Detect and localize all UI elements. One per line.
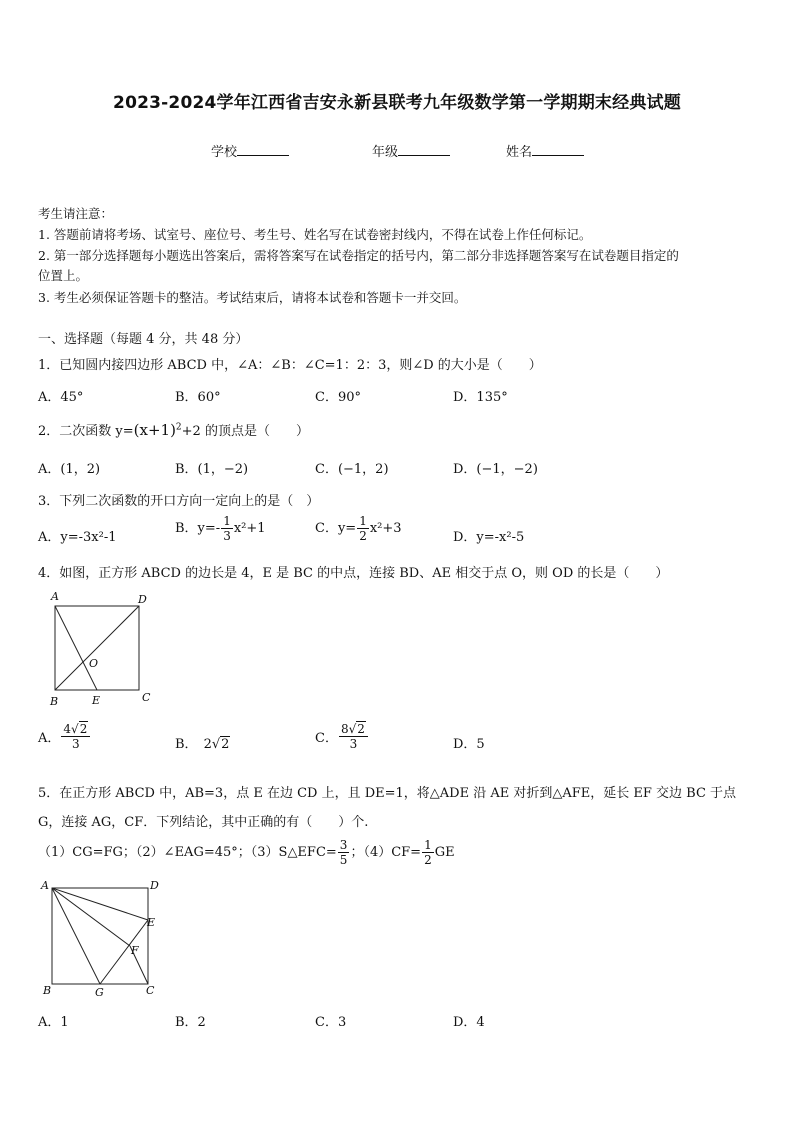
fraction-denominator: 3 bbox=[349, 737, 358, 751]
q5-label-e: E bbox=[147, 916, 156, 929]
q4-label-d: D bbox=[138, 593, 147, 606]
school-field[interactable] bbox=[211, 141, 289, 160]
q3-stem: 3．下列二次函数的开口方向一定向上的是（ ） bbox=[38, 494, 320, 509]
q5-conclusion-4-pre: ；（4）CF= bbox=[350, 845, 422, 860]
fraction-numerator: 3 bbox=[339, 838, 348, 852]
fraction-denominator: 3 bbox=[223, 529, 231, 543]
q5-segment-af bbox=[52, 888, 130, 946]
q3-option-b-fraction bbox=[221, 514, 233, 543]
q5-conclusion-4-post: GE bbox=[434, 845, 455, 860]
q5-option-a[interactable]: A．1 bbox=[38, 1015, 69, 1030]
q1-stem: 1．已知圆内接四边形 ABCD 中，∠A：∠B：∠C=1：2：3，则∠D 的大小是（ ） bbox=[38, 358, 542, 373]
q2-stem-pre: 2．二次函数 y= bbox=[38, 424, 134, 439]
q5-label-c: C bbox=[146, 984, 155, 997]
q4-option-a-label: A． bbox=[38, 731, 61, 746]
q1-option-c[interactable]: C．90° bbox=[315, 390, 361, 405]
grade-label: 年级 bbox=[372, 145, 399, 160]
notice-item-1: 1. 答题前请将考场、试室号、座位号、考生号、姓名写在试卷密封线内，不得在试卷上作任何标记。 bbox=[38, 227, 592, 242]
notice-heading: 考生请注意： bbox=[38, 206, 114, 221]
q4-segment-ae bbox=[55, 606, 97, 690]
q4-label-o: O bbox=[89, 657, 99, 670]
q4-label-a: A bbox=[51, 590, 59, 603]
q4-option-d[interactable]: D．5 bbox=[453, 737, 485, 752]
q3-option-b-pre: B．y=- bbox=[175, 521, 221, 536]
radicand: 2 bbox=[79, 722, 88, 736]
q4-stem: 4．如图，正方形 ABCD 的边长是 4，E 是 BC 的中点，连接 BD、AE 相交于点 O，则 OD 的长是（ ） bbox=[38, 566, 669, 581]
q1-option-a[interactable]: A．45° bbox=[38, 390, 84, 405]
page-title: 2023-2024学年江西省吉安永新县联考九年级数学第一学期期末经典试题 bbox=[113, 93, 681, 113]
name-blank[interactable] bbox=[532, 143, 584, 156]
q5-conclusions bbox=[38, 838, 455, 867]
q3-option-c-post: x²+3 bbox=[369, 521, 402, 536]
q5-label-a: A bbox=[41, 879, 49, 892]
q4-diagram bbox=[45, 588, 160, 710]
q2-stem-post: +2 的顶点是（ ） bbox=[181, 424, 309, 439]
q2-option-b[interactable]: B．(1，−2) bbox=[175, 462, 249, 477]
q3-option-c-fraction bbox=[357, 514, 369, 543]
q4-label-c: C bbox=[142, 691, 151, 704]
q3-option-d[interactable]: D．y=-x²-5 bbox=[453, 530, 525, 545]
school-blank[interactable] bbox=[237, 143, 289, 156]
q4-option-a-fraction: $\frac{4√2}{3}$ bbox=[61, 722, 90, 751]
fraction-numerator: 1 bbox=[223, 514, 231, 528]
radicand: 2 bbox=[221, 737, 230, 752]
q5-label-b: B bbox=[43, 984, 52, 997]
q4-option-c-label: C． bbox=[315, 731, 338, 746]
radical-coefficient: 8 bbox=[340, 722, 349, 736]
q5-conclusion-4-fraction bbox=[422, 838, 434, 867]
q4-option-c-fraction: $\frac{8√2}{3}$ bbox=[339, 722, 368, 751]
q2-option-a[interactable]: A．(1，2) bbox=[38, 462, 101, 477]
q2-exponent: 2 bbox=[175, 422, 182, 433]
fraction-denominator: 2 bbox=[359, 529, 367, 543]
grade-blank[interactable] bbox=[398, 143, 450, 156]
section-heading: 一、选择题（每题 4 分，共 48 分） bbox=[38, 332, 249, 347]
q2-expr: (x+1) bbox=[133, 421, 176, 439]
q2-option-c[interactable]: C．(−1，2) bbox=[315, 462, 389, 477]
fraction-numerator: 1 bbox=[424, 838, 432, 852]
notice-item-3: 3. 考生必须保证答题卡的整洁。考试结束后，请将本试卷和答题卡一并交回。 bbox=[38, 290, 467, 305]
radical-coefficient: 4 bbox=[63, 722, 72, 736]
q3-option-a[interactable]: A．y=-3x²-1 bbox=[38, 530, 117, 545]
q1-option-d[interactable]: D．135° bbox=[453, 390, 508, 405]
fraction-denominator: 3 bbox=[72, 737, 80, 751]
q5-option-c[interactable]: C．3 bbox=[315, 1015, 347, 1030]
q5-option-d[interactable]: D．4 bbox=[453, 1015, 485, 1030]
q5-diagram bbox=[36, 876, 166, 998]
q5-square bbox=[52, 888, 148, 984]
q5-segment-ag bbox=[52, 888, 100, 984]
radicand: 2 bbox=[357, 722, 365, 736]
name-field[interactable] bbox=[506, 141, 584, 160]
q5-stem-line1: 5．在正方形 ABCD 中，AB=3，点 E 在边 CD 上，且 DE=1，将△ADE 沿 AE 对折到△AFE，延长 EF 交边 BC 于点 bbox=[38, 786, 737, 801]
fraction-numerator: 1 bbox=[359, 514, 367, 528]
fraction-denominator: 5 bbox=[339, 853, 348, 867]
q4-diagonal-bd bbox=[55, 606, 139, 690]
notice-item-2: 2. 第一部分选择题每小题选出答案后，需将答案写在试卷指定的括号内，第二部分非选择题答案写在试卷题目指定的 bbox=[38, 248, 679, 263]
q4-option-a[interactable] bbox=[38, 722, 91, 751]
q5-conclusion-text: （1）CG=FG；（2）∠EAG=45°；（3）S△EFC= bbox=[38, 845, 337, 860]
q1-option-b[interactable]: B．60° bbox=[175, 390, 221, 405]
q5-label-d: D bbox=[150, 879, 159, 892]
q5-label-f: F bbox=[131, 944, 139, 957]
grade-field[interactable] bbox=[372, 141, 450, 160]
radical-coefficient: 2 bbox=[203, 737, 212, 752]
q4-option-b[interactable]: B． 2√2 bbox=[175, 737, 230, 752]
school-label: 学校 bbox=[211, 145, 238, 160]
q2-option-d[interactable]: D．(−1，−2) bbox=[453, 462, 538, 477]
q2-stem bbox=[38, 420, 309, 439]
q4-option-c[interactable] bbox=[315, 722, 369, 751]
q5-stem-line2: G，连接 AG，CF．下列结论，其中正确的有（ ）个. bbox=[38, 815, 369, 830]
name-label: 姓名 bbox=[506, 145, 533, 160]
fraction-denominator: 2 bbox=[424, 853, 432, 867]
q5-segment-ae bbox=[52, 888, 148, 920]
notice-item-2-cont: 位置上。 bbox=[38, 268, 89, 283]
q4-label-e: E bbox=[92, 694, 101, 707]
q3-option-c[interactable] bbox=[315, 514, 402, 543]
q5-conclusion-3-fraction bbox=[338, 838, 350, 867]
q3-option-b-post: x²+1 bbox=[233, 521, 266, 536]
q3-option-b[interactable] bbox=[175, 514, 266, 543]
q3-option-c-pre: C．y= bbox=[315, 521, 357, 536]
q5-option-b[interactable]: B．2 bbox=[175, 1015, 206, 1030]
q4-label-b: B bbox=[50, 695, 59, 708]
q5-label-g: G bbox=[95, 986, 104, 998]
q4-option-b-label: B． bbox=[175, 737, 198, 752]
